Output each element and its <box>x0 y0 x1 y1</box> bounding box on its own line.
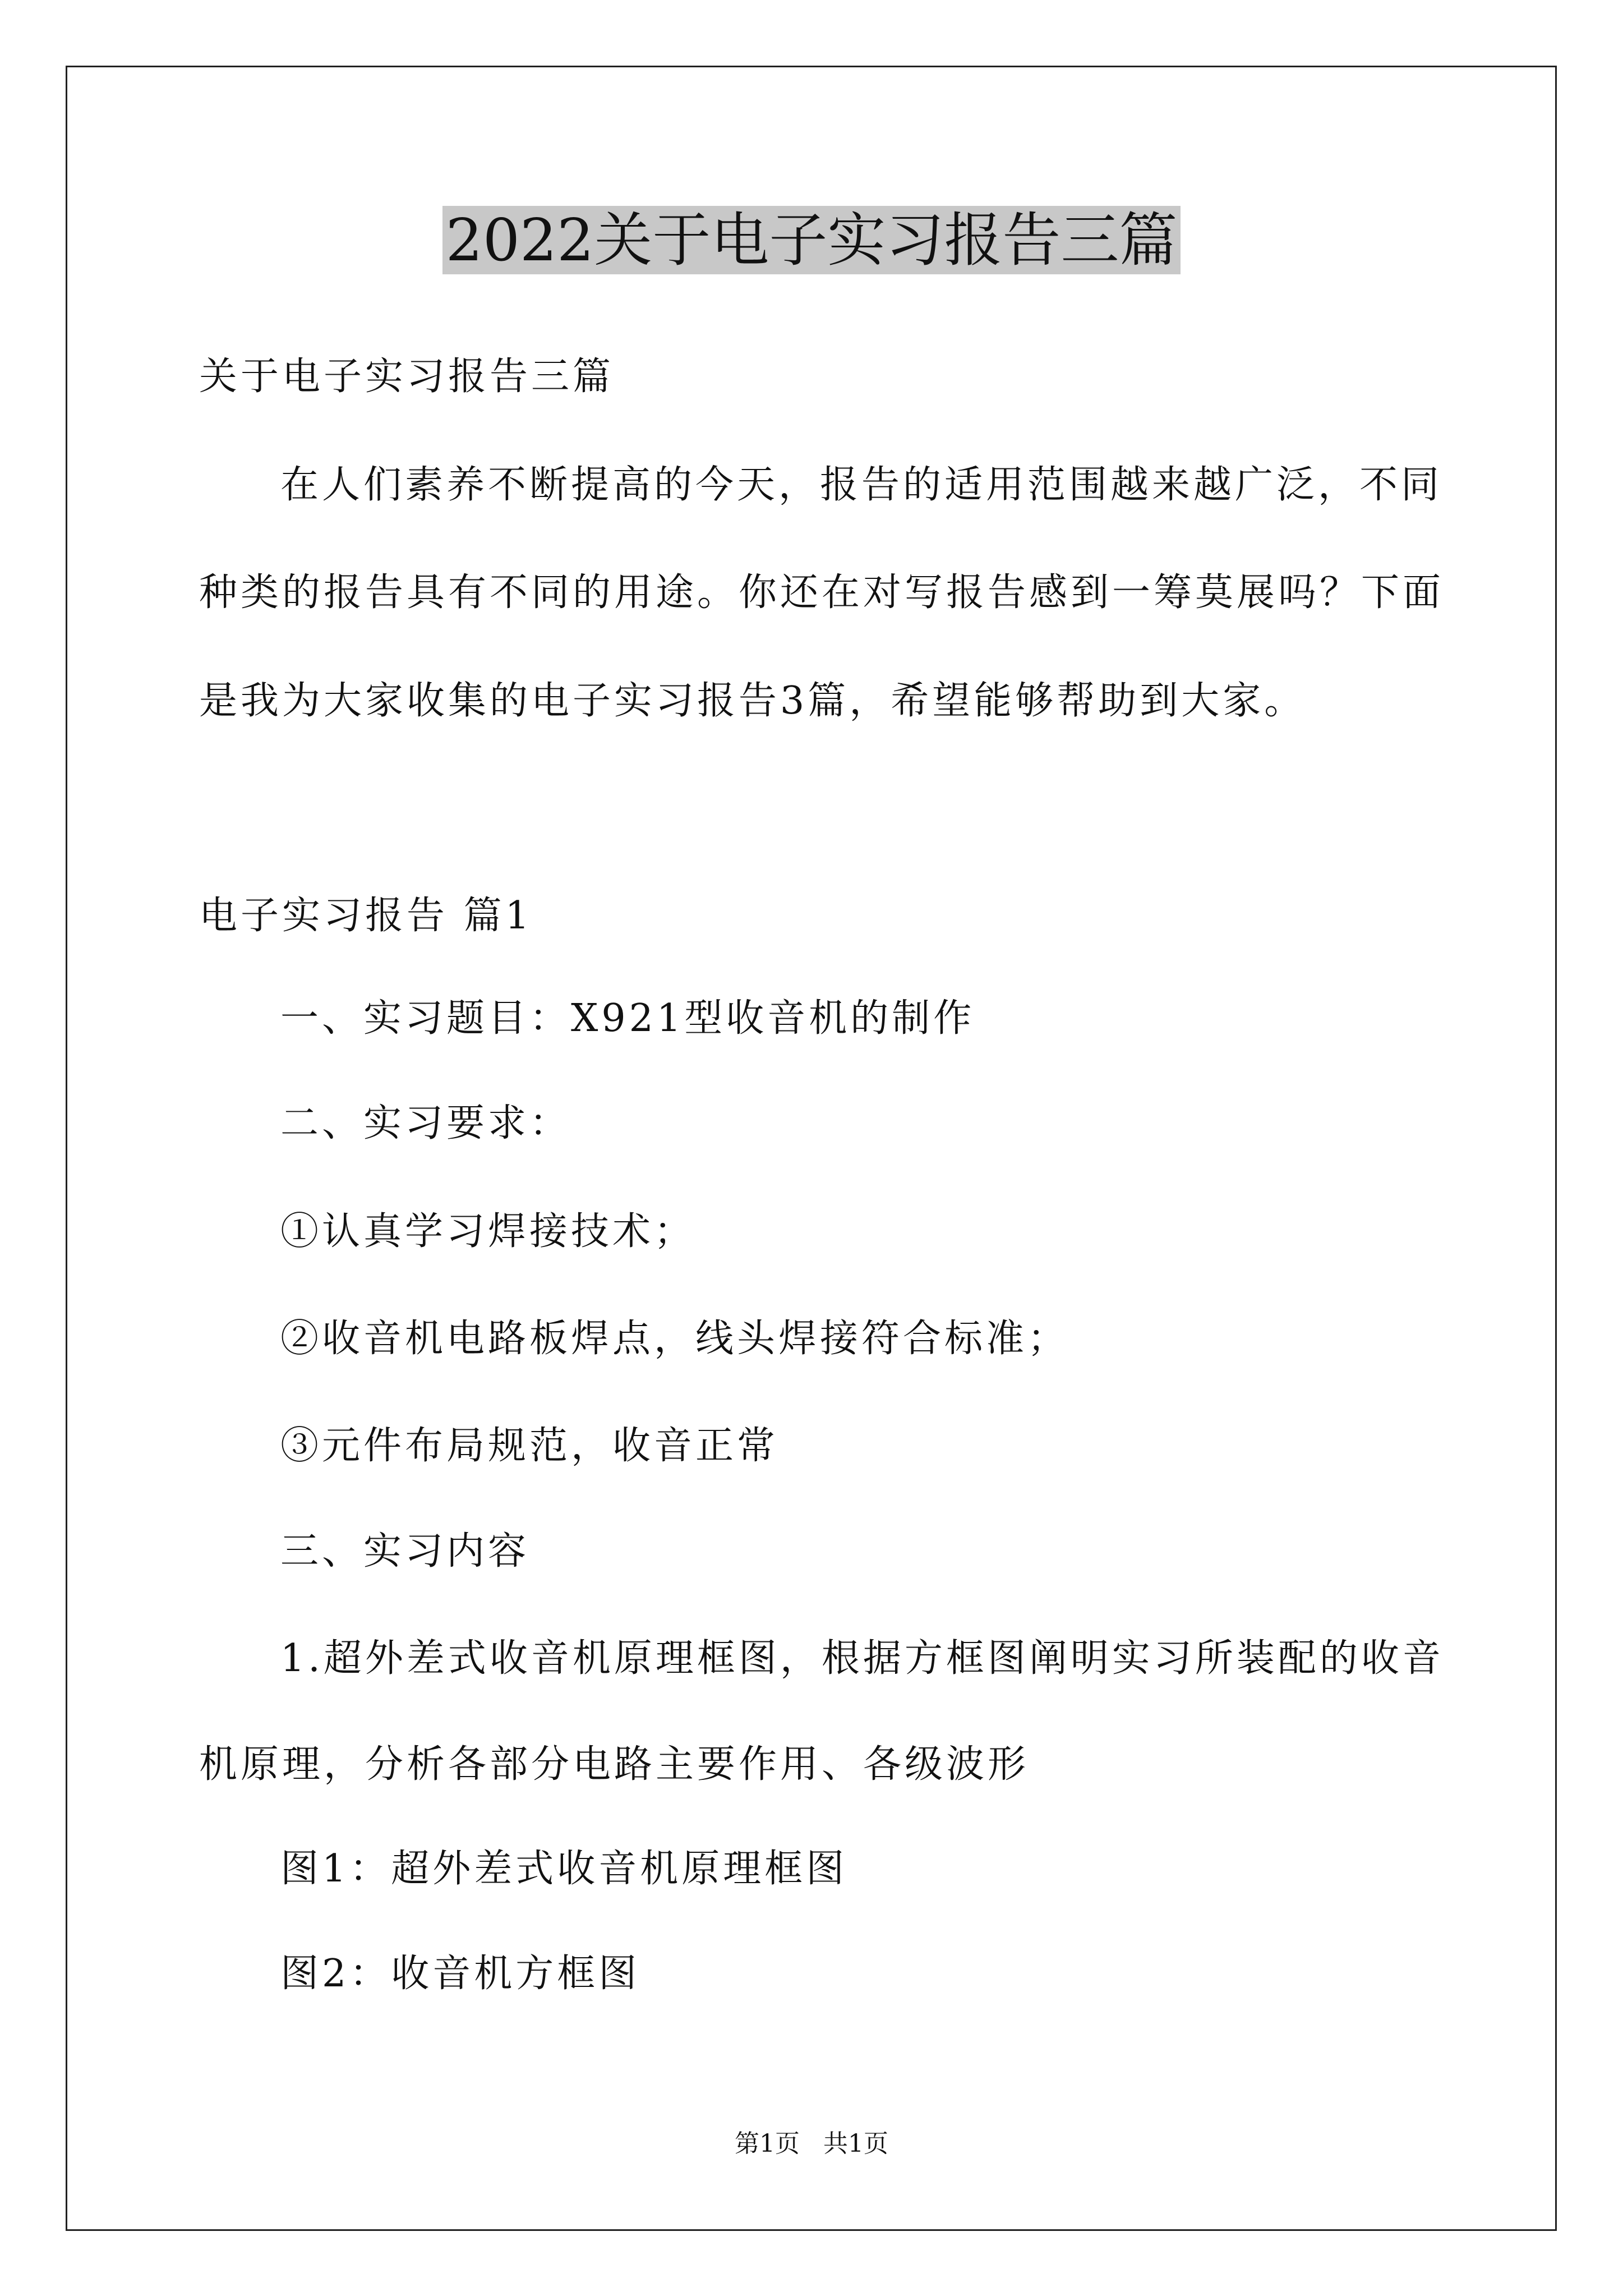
content-1-line-2: 机原理，分析各部分电路主要作用、各级波形 <box>199 1742 1030 1787</box>
requirement-2: ②收音机电路板焊点，线头焊接符合标准； <box>280 1317 1069 1361</box>
document-title-text: 2022关于电子实习报告三篇 <box>442 206 1181 274</box>
requirements-heading: 二、实习要求： <box>280 1101 571 1145</box>
content-heading: 三、实习内容 <box>280 1529 530 1573</box>
page-number: 第1页 共1页 <box>735 2129 888 2158</box>
figure-1-caption: 图1：超外差式收音机原理框图 <box>280 1847 848 1891</box>
topic-line: 一、实习题目：X921型收音机的制作 <box>280 996 975 1041</box>
document-title <box>0 201 1623 279</box>
requirement-1: ①认真学习焊接技术； <box>280 1209 696 1254</box>
intro-line-1: 在人们素养不断提高的今天，报告的适用范围越来越广泛，不同 <box>280 463 1443 507</box>
intro-line-2: 种类的报告具有不同的用途。你还在对写报告感到一筹莫展吗？下面 <box>199 570 1445 615</box>
figure-2-caption: 图2：收音机方框图 <box>280 1952 640 1996</box>
intro-line-3: 是我为大家收集的电子实习报告3篇，希望能够帮助到大家。 <box>199 679 1306 723</box>
section-heading: 电子实习报告 篇1 <box>199 894 533 938</box>
document-subtitle: 关于电子实习报告三篇 <box>199 355 615 399</box>
content-1-line-1: 1.超外差式收音机原理框图，根据方框图阐明实习所装配的收音 <box>280 1636 1444 1681</box>
requirement-3: ③元件布局规范，收音正常 <box>280 1424 779 1468</box>
